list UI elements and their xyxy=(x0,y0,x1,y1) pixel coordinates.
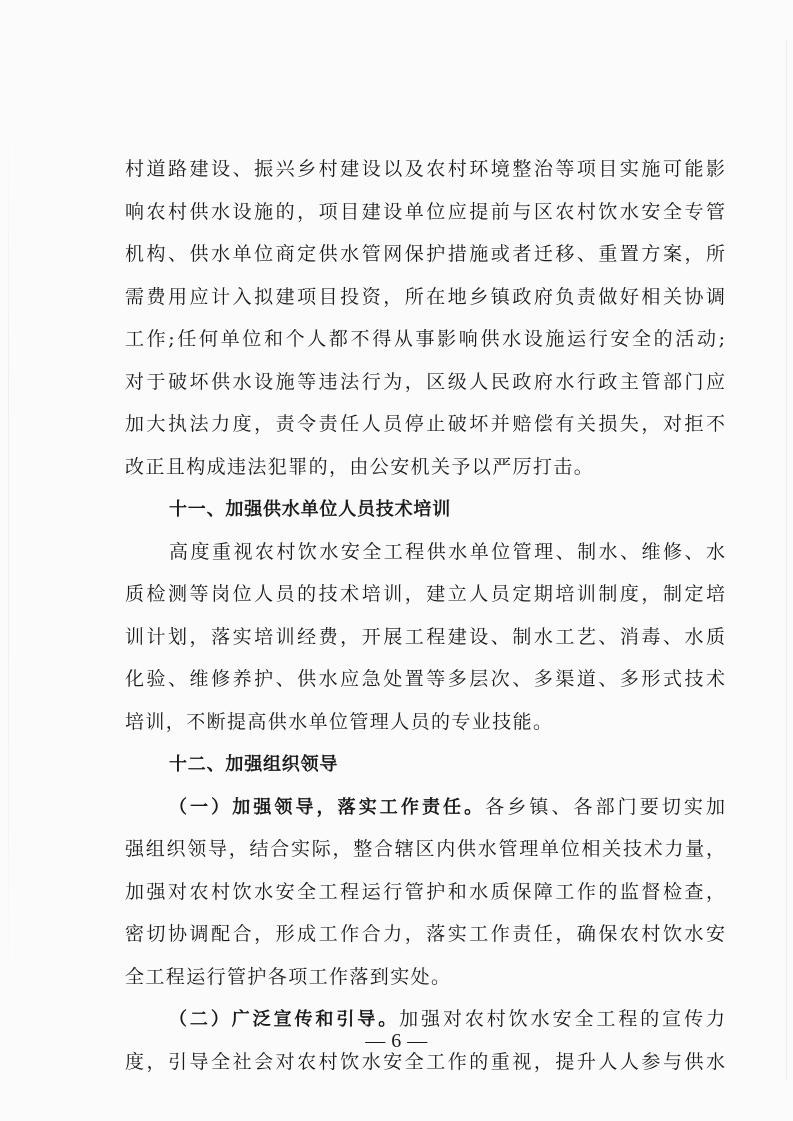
body-line: 工作;任何单位和个人都不得从事影响供水设施运行安全的活动; xyxy=(125,328,725,350)
scan-edge-mark xyxy=(8,110,9,1010)
section-heading-11: 十一、加强供水单位人员技术培训 xyxy=(169,499,451,520)
body-line: 强组织领导，结合实际，整合辖区内供水管理单位相关技术力量， xyxy=(125,838,725,860)
item-1-lead: （一）加强领导，落实工作责任。 xyxy=(169,796,486,818)
section-heading-12: 十二、加强组织领导 xyxy=(169,754,339,775)
body-line: 度，引导全社会对农村饮水安全工作的重视，提升人人参与供水 xyxy=(125,1050,725,1073)
item-2-first-line-rest: 加强对农村饮水安全工程的宣传力 xyxy=(399,1008,725,1030)
scan-edge-mark-right xyxy=(786,40,787,1080)
body-line: 加强对农村饮水安全工程运行管护和水质保障工作的监督检查， xyxy=(125,880,725,903)
item-1-first-line-rest: 各乡镇、各部门要切实加 xyxy=(485,795,725,818)
body-line: 响农村供水设施的，项目建设单位应提前与区农村饮水安全专管 xyxy=(125,200,725,223)
body-line-first: 高度重视农村饮水安全工程供水单位管理、制水、维修、水 xyxy=(169,540,725,563)
body-line: 需费用应计入拟建项目投资，所在地乡镇政府负责做好相关协调 xyxy=(125,285,725,308)
item-1-first-line xyxy=(125,796,725,819)
item-2-first-line xyxy=(125,1008,725,1031)
body-line: 质检测等岗位人员的技术培训，建立人员定期培训制度，制定培 xyxy=(125,583,725,605)
body-line: 村道路建设、振兴乡村建设以及农村环境整治等项目实施可能影 xyxy=(125,158,725,180)
body-line-last: 改正且构成违法犯罪的，由公安机关予以严厉打击。 xyxy=(125,455,595,478)
page-number: — 6 — xyxy=(365,1030,428,1052)
body-line: 密切协调配合，形成工作合力，落实工作责任，确保农村饮水安 xyxy=(125,923,725,945)
body-line-last: 全工程运行管护各项工作落到实处。 xyxy=(125,965,452,988)
item-2-lead: （二）广泛宣传和引导。 xyxy=(169,1009,400,1030)
body-line-last: 培训，不断提高供水单位管理人员的专业技能。 xyxy=(125,710,554,733)
body-line: 机构、供水单位商定供水管网保护措施或者迁移、重置方案，所 xyxy=(125,243,725,265)
body-line: 训计划，落实培训经费，开展工程建设、制水工艺、消毒、水质 xyxy=(125,625,725,648)
document-body xyxy=(125,158,725,1093)
body-line: 化验、维修养护、供水应急处置等多层次、多渠道、多形式技术 xyxy=(125,668,725,690)
body-line: 对于破坏供水设施等违法行为，区级人民政府水行政主管部门应 xyxy=(125,370,725,393)
body-line: 加大执法力度，责令责任人员停止破坏并赔偿有关损失，对拒不 xyxy=(125,413,725,435)
